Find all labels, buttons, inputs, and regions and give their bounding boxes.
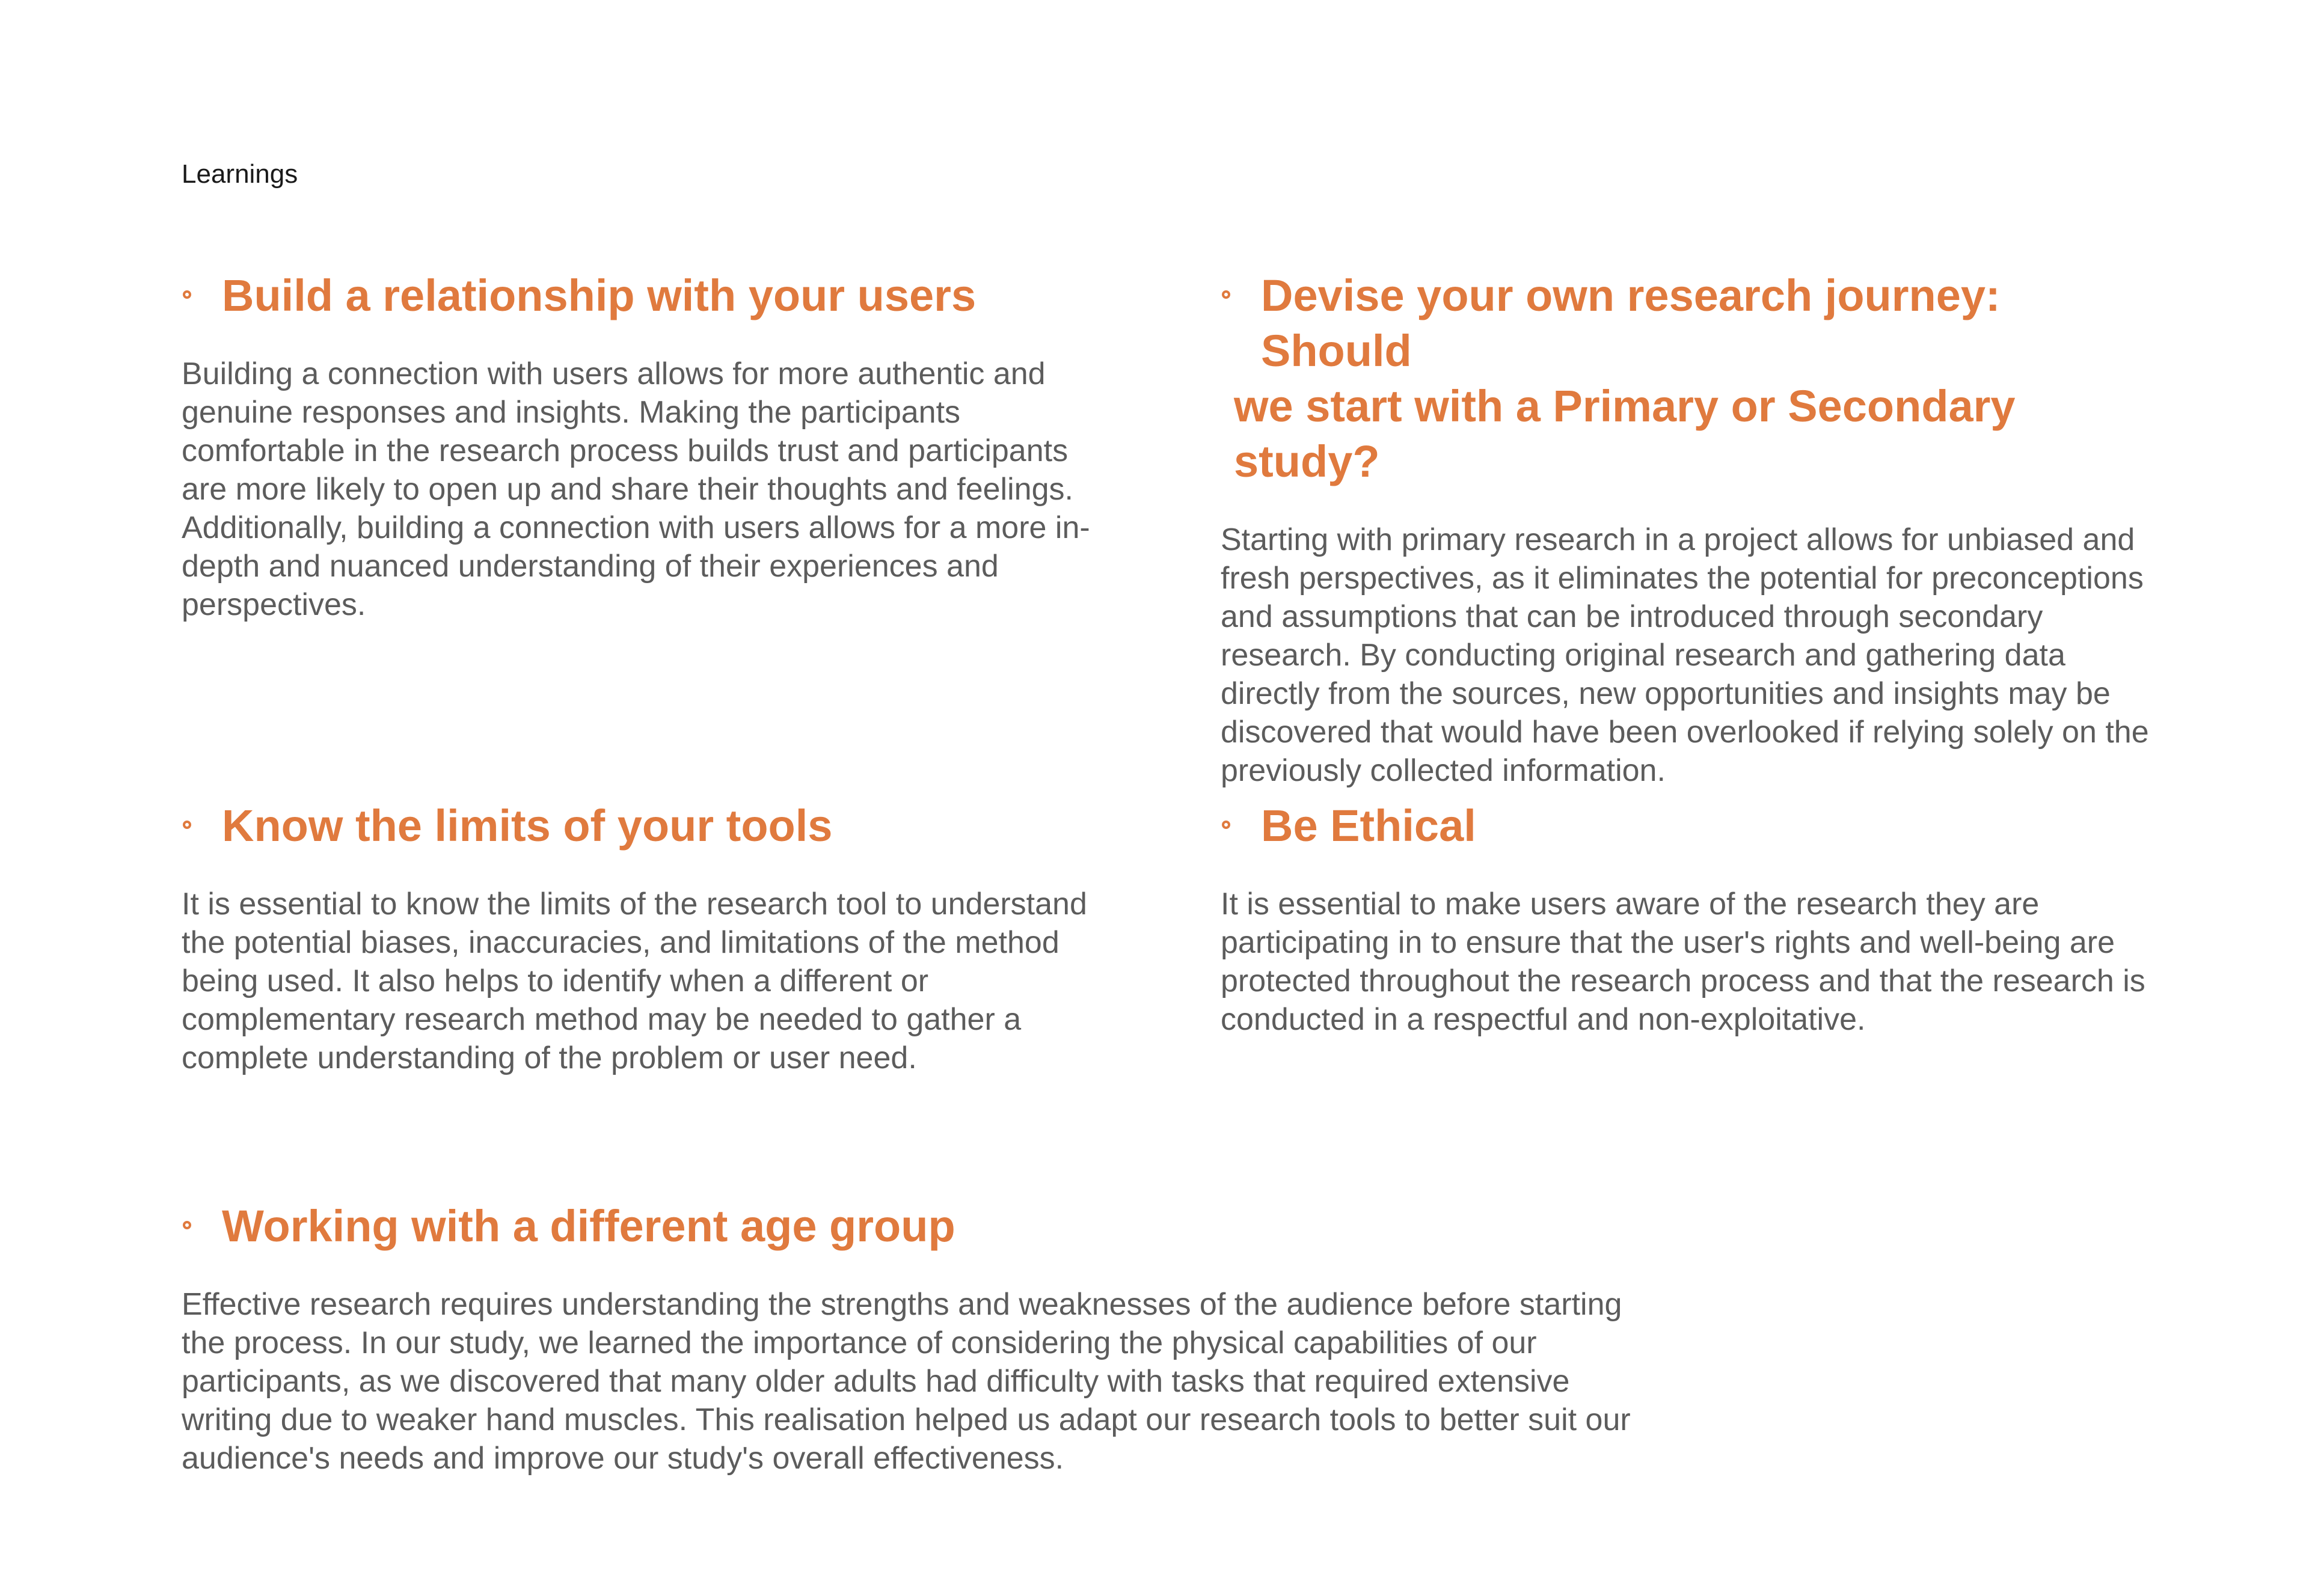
learning-heading	[1221, 268, 2159, 489]
learning-heading-line-1: Devise your own research journey: Should	[1261, 271, 2001, 376]
learning-body: Building a connection with users allows for more authentic and genuine responses and insights. Making the participants comfortable in the research process builds trust and participants are more likely to open up and share their thoughts and feelings. Additionally, building a connection with users allows for a more in-depth and nuanced understanding of their experiences and perspectives.	[182, 356, 1090, 622]
learning-heading-text: Build a relationship with your users	[222, 271, 977, 320]
learning-heading-text: Working with a different age group	[222, 1201, 955, 1251]
section-label: Learnings	[182, 159, 298, 189]
learning-body: Effective research requires understanding the strengths and weaknesses of the audience before starting the process. In our study, we learned the importance of considering the physical capabilities of our participants, as we discovered that many older adults had difficulty with tasks that required extensive writing due to weaker hand muscles. This realisation helped us adapt our research tools to better suit our audience's needs and improve our study's overall effectiveness.	[182, 1287, 1631, 1476]
learning-item	[182, 798, 1108, 1077]
learning-body: It is essential to know the limits of the research tool to understand the potential biases, inaccuracies, and limitations of the method being used. It also helps to identify when a different or complementary research method may be needed to gather a complete understanding of the problem or user need.	[182, 887, 1087, 1075]
circle-bullet-icon	[1222, 290, 1230, 299]
learning-item	[1221, 268, 2159, 790]
learning-body: It is essential to make users aware of the research they are participating in to ensure that the user's rights and well-being are protected throughout the research process and that the research is conducted in a respectful and non-exploitative.	[1221, 887, 2145, 1037]
circle-bullet-icon	[183, 821, 191, 829]
circle-bullet-icon	[1222, 821, 1230, 829]
learning-heading	[1221, 798, 2159, 854]
learning-heading	[182, 1199, 1661, 1254]
circle-bullet-icon	[183, 1221, 191, 1229]
learning-body: Starting with primary research in a project allows for unbiased and fresh perspectives, as it eliminates the potential for preconceptions and assumptions that can be introduced through secondary research. By conducting original research and gathering data directly from the sources, new opportunities and insights may be discovered that would have been overlooked if relying solely on the previously collected information.	[1221, 522, 2149, 788]
learning-heading-text: Know the limits of your tools	[222, 801, 833, 851]
learning-heading	[182, 268, 1108, 323]
learning-item	[182, 1199, 1661, 1478]
learning-heading-text: Be Ethical	[1261, 801, 1476, 851]
learning-heading-line-2: we start with a Primary or Secondary study?	[1234, 381, 2016, 486]
learning-item	[182, 268, 1108, 624]
circle-bullet-icon	[183, 290, 191, 299]
learning-item	[1221, 798, 2159, 1039]
learning-heading	[182, 798, 1108, 854]
